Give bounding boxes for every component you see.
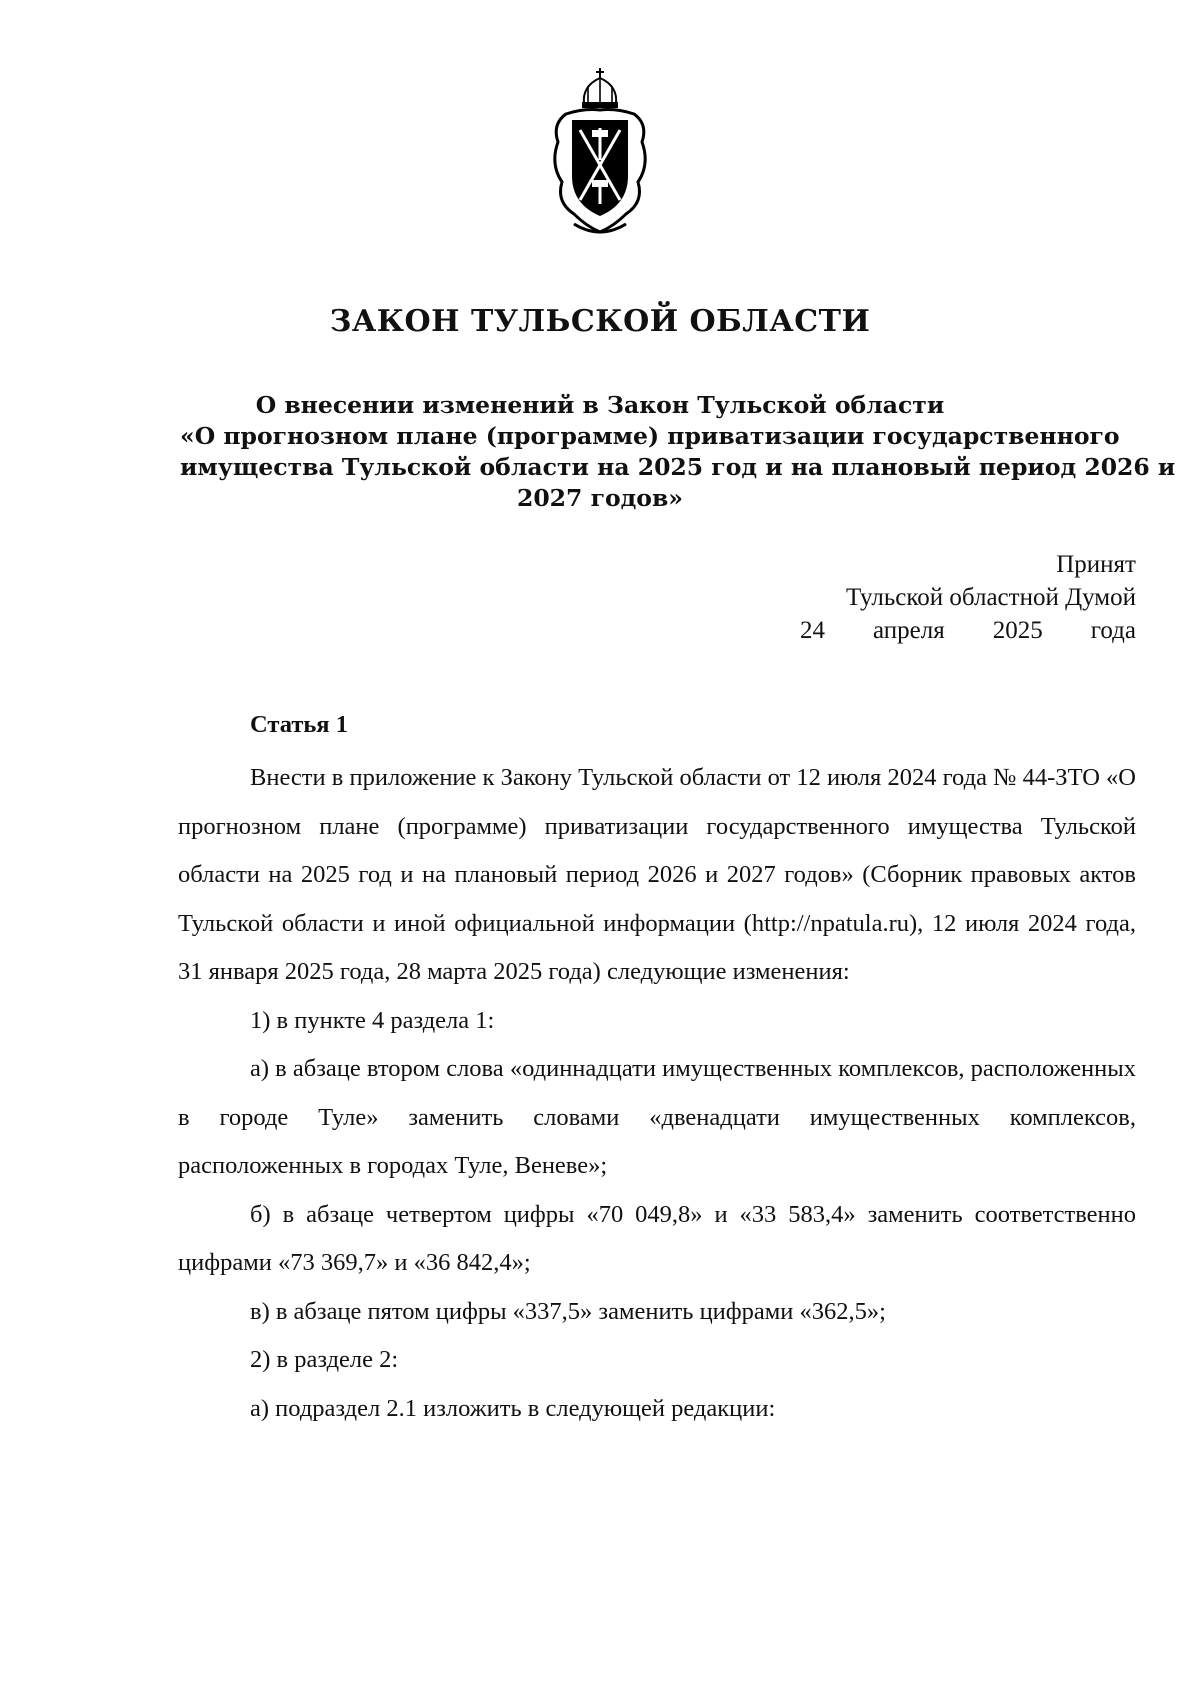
adopted-by: Тульской областной Думой — [845, 584, 1136, 611]
subtitle-line: О внесении изменений в Закон Тульской области — [255, 391, 945, 419]
crown-icon — [582, 68, 618, 108]
article-body — [178, 710, 1136, 1433]
paragraph: Внести в приложение к Закону Тульской области от 12 июля 2024 года № 44-ЗТО «О прогнозном плане (программе) приватизации государственного имущества Тульской области на 2025 год и на плановый период 2026 и 2027 годов» (Сборник правовых актов Тульской области и иной официальной информации (http://npatula.ru), 12 июля 2024 года, 31 января 2025 года, 28 марта 2025 года) следующие изменения: — [178, 764, 1136, 985]
paragraph: а) в абзаце втором слова «одиннадцати имущественных комплексов, расположенных в городе Туле» заменить словами «двенадцати имущественных комплексов, расположенных в городах Туле, Веневе»; — [178, 1055, 1136, 1179]
paragraph: 1) в пункте 4 раздела 1: — [250, 1006, 495, 1034]
adopted-date — [800, 614, 1136, 647]
document-subtitle — [180, 390, 1176, 514]
paragraph: в) в абзаце пятом цифры «337,5» заменить цифрами «362,5»; — [250, 1297, 886, 1325]
adoption-block — [800, 548, 1136, 647]
subtitle-line: имущества Тульской области на 2025 год и на плановый период 2026 и — [180, 453, 1176, 481]
adopted-label: Принят — [1056, 551, 1136, 578]
adopted-day: 24 — [800, 617, 825, 644]
subtitle-line: «О прогнозном плане (программе) приватизации государственного — [180, 422, 1120, 450]
paragraph: а) подраздел 2.1 изложить в следующей редакции: — [250, 1394, 776, 1422]
paragraph: б) в абзаце четвертом цифры «70 049,8» и «33 583,4» заменить соответственно цифрами «73 369,7» и «36 842,4»; — [178, 1200, 1136, 1276]
paragraph: 2) в разделе 2: — [250, 1346, 399, 1373]
subtitle-line: 2027 годов» — [516, 484, 683, 512]
adopted-year: 2025 — [992, 617, 1043, 644]
document-title: ЗАКОН ТУЛЬСКОЙ ОБЛАСТИ — [329, 304, 871, 339]
article-heading: Статья 1 — [250, 711, 348, 738]
tula-coat-of-arms-icon — [544, 64, 656, 240]
adopted-year-word: года — [1090, 617, 1136, 644]
adopted-month: апреля — [873, 617, 945, 644]
